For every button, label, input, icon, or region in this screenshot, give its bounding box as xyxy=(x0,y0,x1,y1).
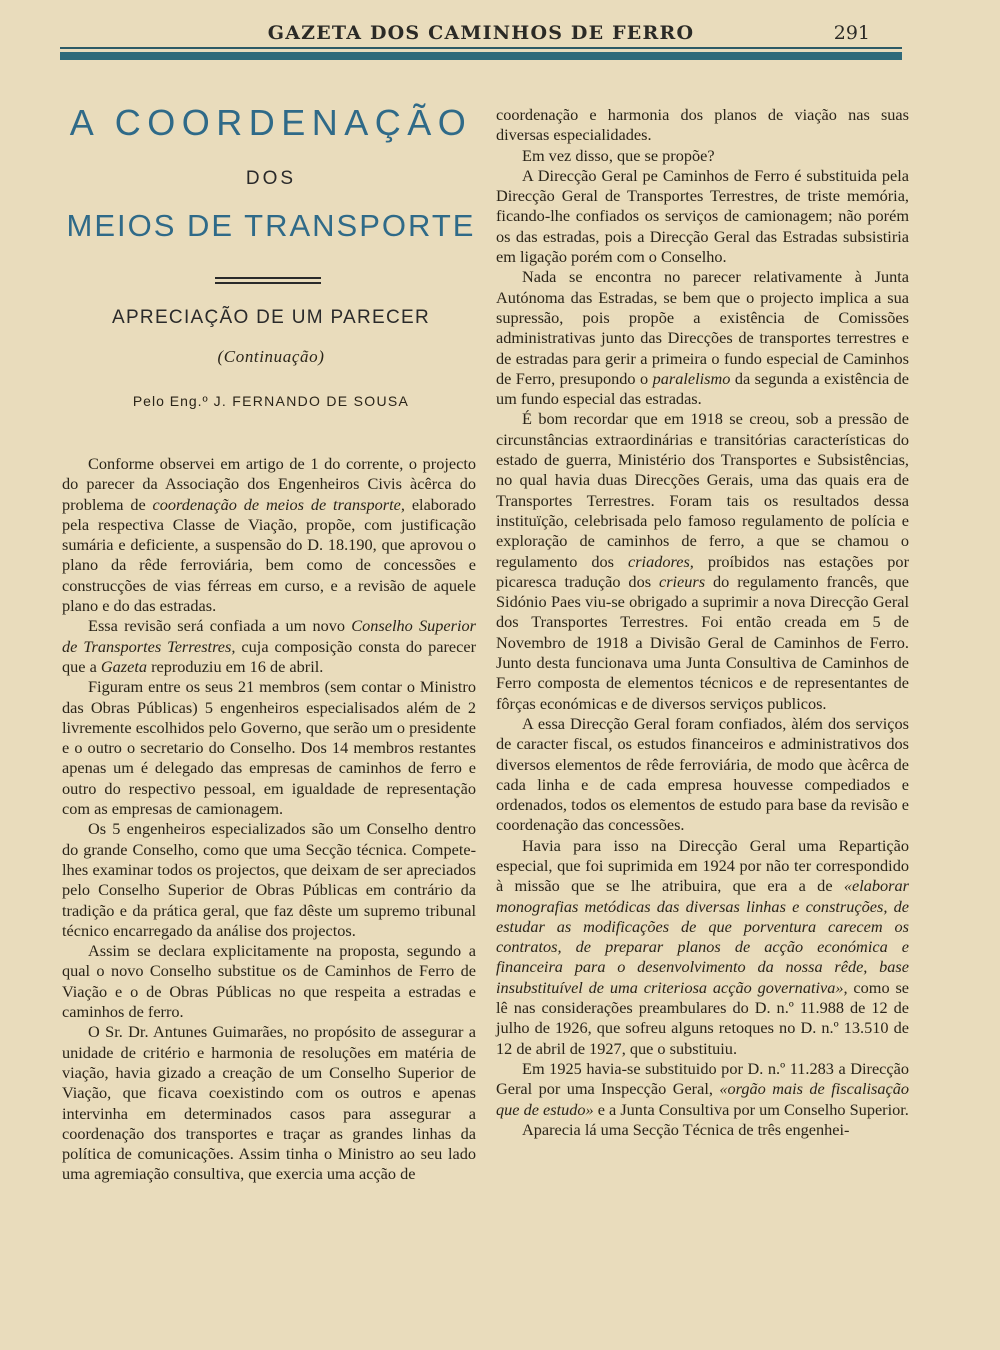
italic-phrase: Gazeta xyxy=(100,656,147,676)
text-run: proíbidos nas estações por picaresca tradução dos xyxy=(496,551,909,591)
paragraph xyxy=(496,836,909,1059)
author-name: J. FERNANDO DE SOUSA xyxy=(213,393,410,409)
text-run: Havia para isso na Direcção Geral uma Repartição especial, que foi suprimida em 1924 por não ter correspondido à missão que se lhe atribuira, que era a de xyxy=(496,835,909,896)
paragraph xyxy=(496,1120,909,1140)
paragraph xyxy=(496,1059,909,1120)
paragraph xyxy=(62,616,476,677)
paragraph xyxy=(62,941,476,1022)
text-run: elaborado pela respectiva Classe de Viação, propõe, com justificação sumária e deficiente, a suspensão do D. 18.190, que aprovou o plano da rêde ferroviária, bem como de concessões e construcções de vias férreas em curso, e a revisão de aquele plano e do das estradas. xyxy=(62,494,477,616)
paragraph xyxy=(496,166,909,267)
paragraph xyxy=(496,714,909,836)
text-run: O Sr. Dr. Antunes Guimarães, no propósito de assegurar a unidade de critério e harmonia de resoluções em matéria de viação, havia gizado a creação de um Conselho Superior de Viação, que ficava coexistindo com os outros e apenas intervinha em determinados casos para assegurar a coordenação dos transportes e traçar as grandes linhas da política de comunicações. Assim tinha o Ministro ao seu lado uma agremiação consultiva, que exercia uma acção de xyxy=(62,1022,476,1184)
text-run: Em vez disso, que se propõe? xyxy=(522,145,715,165)
text-run: Conforme observei em artigo de 1 do corrente, o projecto do parecer da Associação dos Engenheiros Civis àcêrca do problema de xyxy=(62,454,476,514)
paragraph xyxy=(62,1022,476,1184)
text-run: É bom recordar que em 1918 se creou, sob a pressão de circunstâncias extraordinárias e transitórias características do estado de guerra, Ministério dos Transportes e Subsistências, no qual havia duas Direcções Gerais, uma das quais era de Transportes Terrestres. Foram tais os resultados dessa instituïção, celebrisada pelo famoso regulamento de polícia e exploração de caminhos de ferro, a que se chamou o regulamento dos xyxy=(496,409,909,571)
paragraph xyxy=(62,677,476,819)
paragraph xyxy=(496,146,909,166)
text-run: Figuram entre os seus 21 membros (sem contar o Ministro das Obras Públicas) 5 engenheiros especialisados além de 2 livremente escolhidos pelo Governo, que serão um o presidente e o outro o secretario do Conselho. Dos 14 membros restantes apenas um é delegado das empresas de caminhos de ferro e outro do respectivo pessoal, em igualdade de representação com as empresas de camionagem. xyxy=(62,677,476,819)
text-run: coordenação e harmonia dos planos de viação nas suas diversas especialidades. xyxy=(496,105,909,145)
text-run: reproduziu em 16 de abril. xyxy=(147,656,324,676)
text-run: do regulamento francês, que Sidónio Paes viu-se obrigado a suprimir a nova Direcção Geral dos Transportes Terrestres. Foi então creada em 5 de Novembro de 1918 a Divisão Geral de Caminhos de Ferro. Junto desta funcionava uma Junta Consultiva de Caminhos de Ferro composta de elementos técnicos e de representantes de fôrças económicas e de diversos serviços publicos. xyxy=(496,571,909,713)
italic-phrase: «elaborar monografias metódicas das diversas linhas e construções, de estudar as modificações de que porventura carecem os contratos, de preparar planos de acção económica e financeira para o desenvolvimento da nossa rêde, base insubstituível de uma criteriosa acção governativa», xyxy=(496,876,909,997)
publication-title: GAZETA DOS CAMINHOS DE FERRO xyxy=(267,22,695,44)
text-run: A essa Direcção Geral foram confiados, àlém dos serviços de caracter fiscal, os estudos financeiros e administrativos dos diversos elementos de rêde ferroviária, de modo que àcêrca de cada linha e de cada empresa houvesse compediados e ordenados, todos os elementos de estudo para base da revisão e coordenação das concessões. xyxy=(496,713,909,835)
article-title-line-3: MEIOS DE TRANSPORTE xyxy=(66,208,476,243)
paragraph xyxy=(62,454,476,616)
page-number: 291 xyxy=(833,22,870,44)
italic-phrase: «orgão mais de fiscalisação que de estudo» xyxy=(496,1079,909,1119)
byline-prefix: Pelo Eng.º xyxy=(132,393,209,409)
text-run: da segunda a existência de um fundo especial das estradas. xyxy=(496,368,910,409)
text-run: e a Junta Consultiva por um Conselho Superior. xyxy=(593,1099,909,1119)
text-run: Em 1925 havia-se substituido por D. n.º 11.283 a Direcção Geral por uma Inspecção Geral, xyxy=(496,1058,909,1099)
text-run: Aparecia lá uma Secção Técnica de três engenhei- xyxy=(522,1119,850,1139)
article-title-line-1: A COORDENAÇÃO xyxy=(69,102,473,143)
header-rule xyxy=(60,47,902,49)
text-run: como se lê nas considerações preambulares do D. n.º 11.988 de 12 de julho de 1926, que sofreu alguns retoques no D. n.º 13.510 de 12 de abril de 1927, que o substituiu. xyxy=(496,977,910,1058)
text-run: Nada se encontra no parecer relativamente à Junta Autónoma das Estradas, se bem que o projecto implica a sua supressão, pois propõe a existência de Comissões administrativas junto das Direcções de transportes terrestres e de estradas para gerir a primeira o fundo especial de Caminhos de Ferro, presupondo o xyxy=(496,267,909,388)
article-subtitle: APRECIAÇÃO DE UM PARECER xyxy=(111,307,430,328)
italic-phrase: Conselho Superior de Transportes Terrestres, xyxy=(62,616,476,656)
text-run: Os 5 engenheiros especializados são um Conselho dentro do grande Conselho, como que uma Secção técnica. Compete-lhes examinar todos os projectos, que deixam de ser apreciados pelo Conselho Superior de Obras Públicas em contrário da tradição e da prática geral, que faz dêste um supremo tribunal técnico encarregado da análise dos projectos. xyxy=(62,819,476,940)
continuation-note: (Continuação) xyxy=(217,347,325,366)
header-rule-thick xyxy=(60,52,902,60)
paragraph xyxy=(62,819,476,941)
left-column-body xyxy=(62,454,476,1185)
italic-phrase: coordenação de meios de transporte, xyxy=(152,494,405,514)
article-title-line-2: DOS xyxy=(245,168,297,189)
text-run: cuja composição consta do parecer que a xyxy=(62,636,477,676)
title-divider xyxy=(215,277,321,284)
text-run: Assim se declara explicitamente na proposta, segundo a qual o novo Conselho substitue os de Caminhos de Ferro de Viação e o de Obras Públicas no que respeita a estradas e caminhos de ferro. xyxy=(62,941,476,1022)
right-column-body xyxy=(496,105,909,1140)
text-run: Essa revisão será confiada a um novo xyxy=(88,616,352,636)
paragraph xyxy=(496,267,909,409)
paragraph xyxy=(496,409,909,713)
italic-phrase: criadores, xyxy=(627,551,694,571)
page-header xyxy=(60,20,902,46)
byline xyxy=(62,393,480,409)
paragraph xyxy=(496,105,909,146)
italic-phrase: paralelismo xyxy=(652,368,731,388)
italic-phrase: crieurs xyxy=(658,571,706,591)
text-run: A Direcção Geral pe Caminhos de Ferro é substituida pela Direcção Geral de Transportes Terrestres, de triste memória, ficando-lhe confiados os serviços de camionagem; não porém os das estradas, pois a Direcção Geral das Estradas subsistiria em ligação porém com o Conselho. xyxy=(496,165,909,267)
